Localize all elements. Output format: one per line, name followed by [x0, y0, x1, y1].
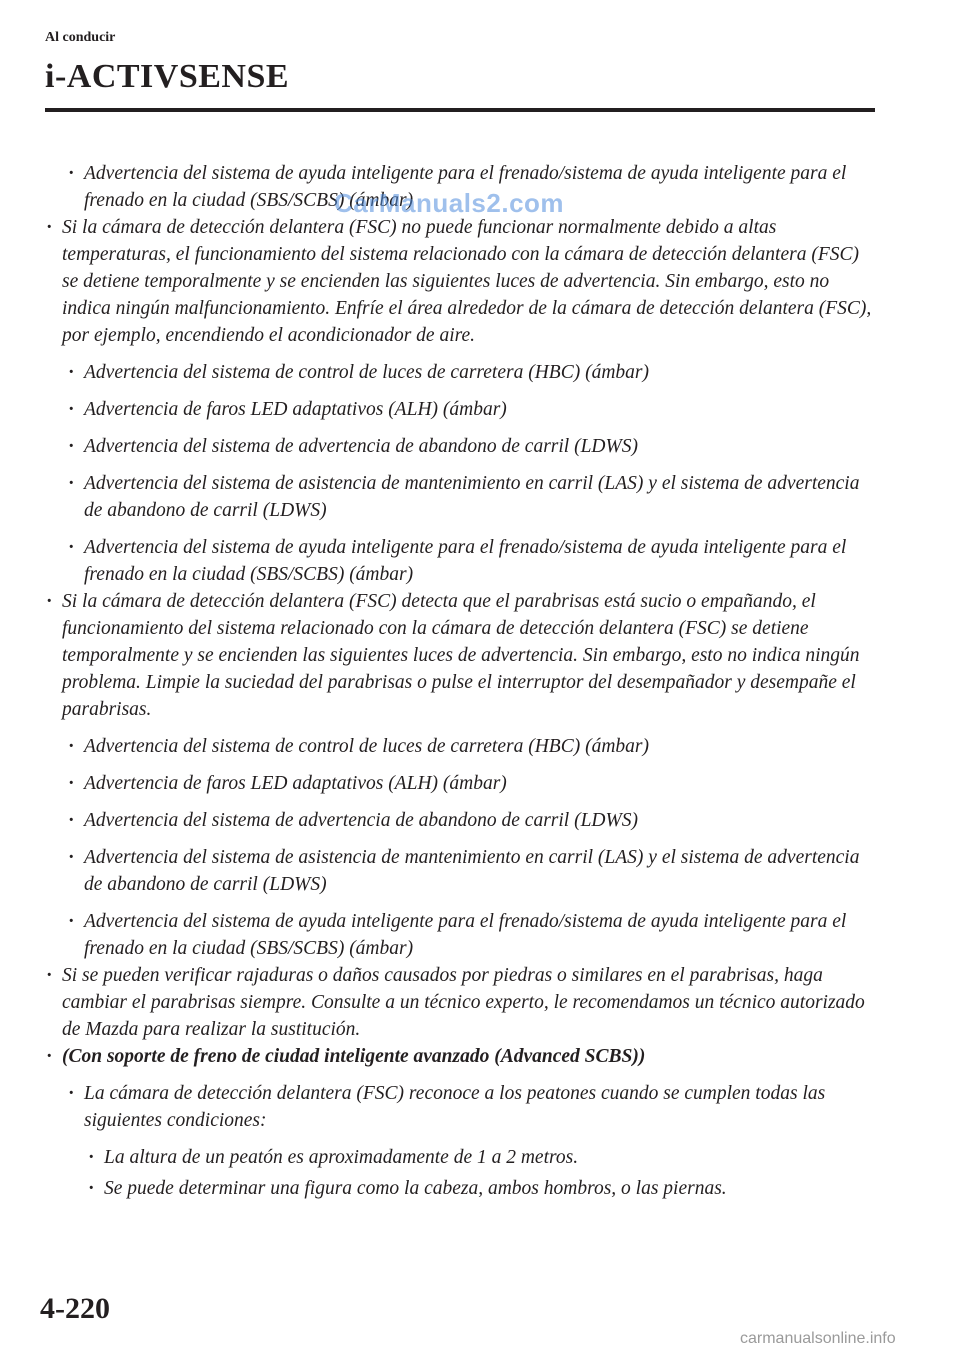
page-title: i-ACTIVSENSE — [45, 58, 290, 95]
list-item: · Advertencia del sistema de control de luces de carretera (HBC) (ámbar) — [45, 359, 875, 386]
list-item: · Advertencia de faros LED adaptativos (ALH) (ámbar) — [45, 396, 875, 423]
list-item: · Advertencia del sistema de advertencia de abandono de carril (LDWS) — [45, 807, 875, 834]
list-item: · La altura de un peatón es aproximadamente de 1 a 2 metros. — [45, 1144, 875, 1171]
list-item: · Advertencia del sistema de control de luces de carretera (HBC) (ámbar) — [45, 733, 875, 760]
list-item: · La cámara de detección delantera (FSC) reconoce a los peatones cuando se cumplen todas las siguientes condiciones: — [45, 1080, 875, 1134]
list-item: · Advertencia del sistema de advertencia de abandono de carril (LDWS) — [45, 433, 875, 460]
header-divider — [45, 108, 875, 112]
page-number: 4-220 — [40, 1292, 110, 1325]
list-item: · Si la cámara de detección delantera (FSC) no puede funcionar normalmente debido a altas temperaturas, el funcionamiento del sistema relacionado con la cámara de detección delantera (FSC) se detiene temporalmente y se encienden las siguientes luces de advertencia. Sin embargo, esto no indica ningún malfuncionamiento. Enfríe el área alrededor de la cámara de detección delantera (FSC), por ejemplo, encendiendo el acondicionador de aire. — [45, 214, 875, 349]
list-item: · (Con soporte de freno de ciudad inteligente avanzado (Advanced SCBS)) — [45, 1043, 875, 1070]
section-label: Al conducir — [45, 30, 116, 45]
list-item: · Advertencia del sistema de asistencia de mantenimiento en carril (LAS) y el sistema de advertencia de abandono de carril (LDWS) — [45, 844, 875, 898]
list-item: · Si la cámara de detección delantera (FSC) detecta que el parabrisas está sucio o empañando, el funcionamiento del sistema relacionado con la cámara de detección delantera (FSC) se detiene temporalmente y se encienden las siguientes luces de advertencia. Sin embargo, esto no indica ningún problema. Limpie la suciedad del parabrisas o pulse el interruptor del desempañador y desempañe el parabrisas. — [45, 588, 875, 723]
watermark-logo: CarManuals2.com — [334, 188, 565, 218]
page-body — [45, 160, 875, 1202]
list-item: · Advertencia del sistema de ayuda inteligente para el frenado/sistema de ayuda inteligente para el frenado en la ciudad (SBS/SCBS) (ámbar) — [45, 534, 875, 588]
list-item: · Se puede determinar una figura como la cabeza, ambos hombros, o las piernas. — [45, 1175, 875, 1202]
footer-site-text: carmanualsonline.info — [740, 1330, 896, 1347]
list-item: · Advertencia del sistema de ayuda inteligente para el frenado/sistema de ayuda inteligente para el frenado en la ciudad (SBS/SCBS) (ámbar) — [45, 160, 875, 214]
list-item: · Advertencia de faros LED adaptativos (ALH) (ámbar) — [45, 770, 875, 797]
list-item: · Advertencia del sistema de ayuda inteligente para el frenado/sistema de ayuda inteligente para el frenado en la ciudad (SBS/SCBS) (ámbar) — [45, 908, 875, 962]
list-item: · Advertencia del sistema de asistencia de mantenimiento en carril (LAS) y el sistema de advertencia de abandono de carril (LDWS) — [45, 470, 875, 524]
list-item: · Si se pueden verificar rajaduras o daños causados por piedras o similares en el parabrisas, haga cambiar el parabrisas siempre. Consulte a un técnico experto, le recomendamos un técnico autorizado de Mazda para realizar la sustitución. — [45, 962, 875, 1043]
